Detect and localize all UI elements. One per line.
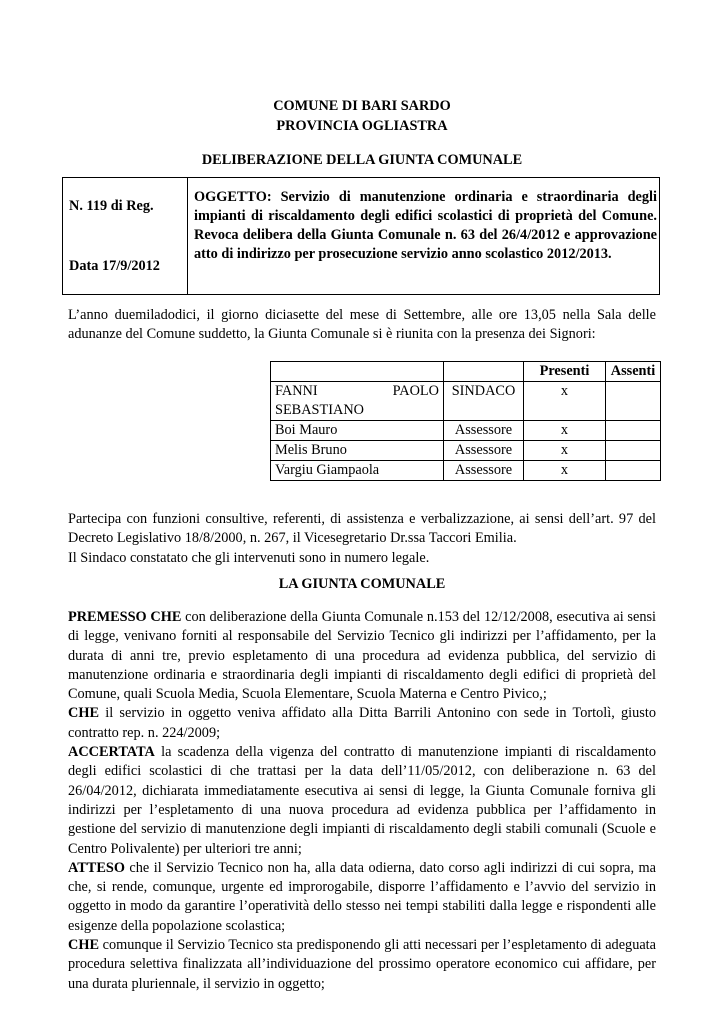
member-presenti: x (524, 461, 606, 481)
member-name: Boi Mauro (271, 421, 444, 441)
member-role: Assessore (444, 421, 524, 441)
member-name (271, 382, 444, 421)
registration-number: N. 119 di Reg. (69, 198, 154, 214)
comune-heading: COMUNE DI BARI SARDO (273, 98, 451, 114)
table-row (271, 421, 661, 441)
header-presenti: Presenti (524, 362, 606, 382)
member-role: Assessore (444, 461, 524, 481)
member-name-part: SEBASTIANO (275, 402, 364, 418)
member-assenti (606, 461, 661, 481)
subject-description: : Servizio di manutenzione ordinaria e straordinaria degli impianti di riscaldamento degli edifici scolastici di proprietà del Comune. Revoca delibera della Giunta Comunale n. 63 del 26/4/2012 e approvazione atto di indirizzo per prosecuzione servizio anno scolastico 2012/2013. (194, 189, 657, 262)
member-role: Assessore (444, 441, 524, 461)
body-keyword: CHE (68, 937, 99, 954)
body-keyword: PREMESSO CHE (68, 609, 182, 625)
member-name: Vargiu Giampaola (271, 461, 444, 481)
table-row (271, 441, 661, 461)
registration-date: Data 17/9/2012 (69, 258, 160, 274)
body-paragraph (68, 936, 656, 994)
body-text: che il Servizio Tecnico non ha, alla data odierna, dato corso agli indirizzi di cui sopra, ma che, si rende, comunque, urgente ed improrogabile, disporre l’affidamento e l’avvio del servizio in oggetto in modo da garantire l’operatività dello stesso nei tempi stabiliti dalla legge e rispondenti alle esigenze della popolazione scolastica; (68, 859, 656, 934)
body-text: la scadenza della vigenza del contratto di manutenzione impianti di riscaldamento degli edifici scolastici di che trattasi per la data dell’11/05/2012, con deliberazione n. 63 del 26/04/2012, dichiarata immediatamente esecutiva ai sensi di legge, la Giunta Comunale forniva gli indirizzi per l’espletamento di una nuova procedura ad evidenza pubblica per l’affidamento in gestione del servizio di manutenzione degli impianti di riscaldamento degli stabili comunali (Scuole e Centro Polivalente) per ulteriori tre anni; (68, 744, 656, 857)
body-paragraph (68, 859, 656, 936)
participation-paragraph: Partecipa con funzioni consultive, referenti, di assistenza e verbalizzazione, ai sensi dell’art. 97 del Decreto Legislativo 18/8/2000, n. 267, il Vicesegretario Dr.ssa Taccori Emilia. (68, 511, 656, 547)
subject-label: OGGETTO (194, 189, 267, 205)
provincia-heading: PROVINCIA OGLIASTRA (276, 118, 448, 134)
body-keyword: CHE (68, 705, 99, 722)
participation-block (68, 510, 656, 568)
member-name-part: PAOLO (392, 383, 439, 399)
member-name-part: FANNI (275, 383, 318, 399)
header-cell (444, 362, 524, 382)
member-name-line (275, 382, 439, 401)
member-assenti (606, 382, 661, 421)
table-row (271, 461, 661, 481)
member-assenti (606, 421, 661, 441)
registration-box (62, 177, 660, 295)
intro-paragraph: L’anno duemiladodici, il giorno diciasette del mese di Settembre, alle ore 13,05 nella Sala delle adunanze del Comune suddetto, la Giunta Comunale si è riunita con la presenza dei Signori: (68, 307, 656, 343)
body-paragraph (68, 743, 656, 859)
body-text: con deliberazione della Giunta Comunale n.153 del 12/12/2008, esecutiva ai sensi di legge, venivano forniti al responsabile del Servizio Tecnico gli indirizzi per l’affidamento, per la durata di anni tre, previo espletamento di una procedura ad evidenza pubblica, del servizio di manutenzione ordinaria e straordinaria degli impianti di riscaldamento degli edifici di proprietà del Comune, quali Scuola Media, Scuola Elementare, Scuola Materna e Centro Pivico,; (68, 609, 657, 703)
registration-cell (63, 178, 188, 294)
member-presenti: x (524, 421, 606, 441)
body-keyword: ACCERTATA (68, 744, 155, 761)
quorum-paragraph: Il Sindaco constatato che gli intervenuti sono in numero legale. (68, 549, 430, 566)
members-table (270, 361, 661, 481)
body-text: comunque il Servizio Tecnico sta predisponendo gli atti necessari per l’espletamento di adeguata procedura selettiva finalizzata all’individuazione del prossimo operatore economico cui affidare, per una durata pluriennale, il servizio in oggetto; (68, 937, 656, 992)
table-row (271, 382, 661, 421)
body-keyword: ATTESO (68, 859, 125, 876)
body-text: il servizio in oggetto veniva affidato alla Ditta Barrili Antonino con sede in Tortolì, giusto contratto rep. n. 224/2009; (68, 705, 656, 741)
header-assenti: Assenti (606, 362, 661, 382)
table-header-row (271, 362, 661, 382)
member-presenti: x (524, 382, 606, 421)
member-name: Melis Bruno (271, 441, 444, 461)
member-assenti (606, 441, 661, 461)
body-paragraph (68, 608, 656, 704)
document-title: DELIBERAZIONE DELLA GIUNTA COMUNALE (201, 152, 523, 168)
header-cell (271, 362, 444, 382)
section-title: LA GIUNTA COMUNALE (278, 576, 446, 592)
member-presenti: x (524, 441, 606, 461)
body-paragraph (68, 704, 656, 743)
member-role: SINDACO (444, 382, 524, 421)
body-block (68, 608, 656, 994)
subject-text (194, 188, 657, 264)
